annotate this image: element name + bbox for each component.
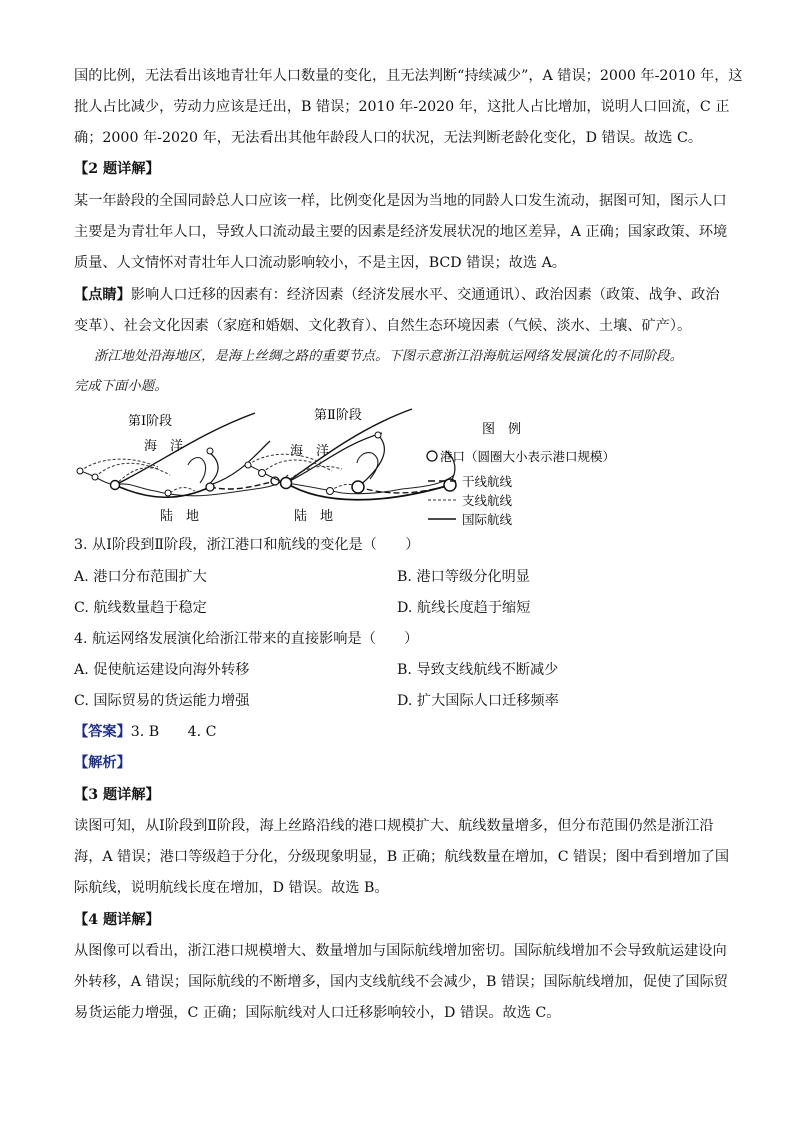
text-line: 某一年龄段的全国同龄总人口应该一样，比例变化是因为当地的同龄人口发生流动，据图可知，图示人口	[74, 193, 727, 209]
text-line: 国的比例，无法看出该地青壮年人口数量的变化，且无法判断“持续减少”，A 错误；2000 年-2010 年，这	[74, 68, 743, 84]
question-3-option-c: C. 航线数量趋于稳定	[74, 600, 207, 616]
tip-text: 影响人口迁移的因素有：经济因素（经济发展水平、交通通讯）、政治因素（政策、战争、政治	[130, 287, 720, 303]
port-marker	[92, 474, 98, 480]
port-marker	[259, 470, 266, 477]
port-marker	[352, 481, 364, 493]
question-intro: 浙江地处沿海地区，是海上丝绸之路的重要节点。下图示意浙江沿海航运网络发展演化的不同阶段。	[94, 349, 684, 364]
ocean-label: 海 洋	[144, 439, 184, 454]
legend-branch-label: 支线航线	[462, 493, 513, 508]
ocean-label: 海 洋	[290, 444, 330, 459]
analysis-label: 【解析】	[74, 755, 131, 771]
port-marker	[375, 432, 381, 438]
text-line: 批人占比减少，劳动力应该是迁出，B 错误；2010 年-2020 年，这批人占比增加，说明人口回流，C 正	[74, 99, 730, 115]
tip-label: 【点睛】	[74, 287, 131, 303]
port-marker	[327, 488, 334, 495]
text-line: 易货运能力增强，C 正确；国际航线对人口迁移影响较小，D 错误。故选 C。	[74, 1005, 561, 1021]
legend-international-label: 国际航线	[462, 512, 513, 527]
legend-title: 图 例	[482, 422, 522, 437]
question-4-option-b: B. 导致支线航线不断减少	[397, 662, 559, 678]
text-line: 读图可知，从Ⅰ阶段到Ⅱ阶段，海上丝路沿线的港口规模扩大、航线数量增多，但分布范围仍然是浙江沿	[74, 818, 714, 834]
port-marker	[245, 462, 251, 468]
question-3-stem: 3. 从Ⅰ阶段到Ⅱ阶段，浙江港口和航线的变化是（ ）	[74, 537, 420, 553]
stage-1-title: 第Ⅰ阶段	[128, 414, 173, 429]
tip-paragraph	[74, 285, 720, 305]
text-line: 主要是为青壮年人口，导致人口流动最主要的因素是经济发展状况的地区差异，A 正确；国家政策、环境	[74, 224, 728, 240]
text-line: 海，A 错误；港口等级趋于分化，分级现象明显，B 正确；航线数量在增加，C 错误；图中看到增加了国	[74, 849, 730, 865]
branch-route	[286, 466, 342, 483]
text-line: 确；2000 年-2020 年，无法看出其他年龄段人口的状况，无法判断老龄化变化，D 错误。故选 C。	[74, 130, 703, 146]
question-4-option-c: C. 国际贸易的货运能力增强	[74, 693, 250, 709]
branch-route	[80, 459, 158, 471]
question-3-option-b: B. 港口等级分化明显	[397, 569, 530, 585]
question-4-option-a: A. 促使航运建设向海外转移	[74, 662, 250, 678]
international-route	[210, 441, 270, 485]
text-line: 变革）、社会文化因素（家庭和婚姻、文化教育）、自然生态环境因素（气候、淡水、土壤、矿产）。	[74, 318, 692, 334]
port-legend-icon	[427, 451, 437, 461]
legend-port-label: 港口（圆圈大小表示港口规模）	[440, 449, 616, 464]
answer-line	[74, 722, 217, 742]
coastline	[188, 458, 206, 483]
branch-route	[95, 463, 170, 477]
branch-route	[170, 488, 195, 494]
land-label: 陆 地	[294, 509, 334, 524]
international-route	[358, 435, 384, 487]
legend-trunk-label: 干线航线	[462, 474, 513, 489]
port-marker	[77, 468, 83, 474]
question-3-option-a: A. 港口分布范围扩大	[74, 569, 207, 585]
question-intro: 完成下面小题。	[74, 379, 168, 394]
text-line: 从图像可以看出，浙江港口规模增大、数量增加与国际航线增加密切。国际航线增加不会导致航运建设向	[74, 943, 727, 959]
text-line: 外转移，A 错误；国际航线的不断增多，国内支线航线不会减少，B 错误；国际航线增加，促使了国际贸	[74, 974, 728, 990]
answer-label: 【答案】	[74, 724, 131, 740]
port-marker	[165, 490, 171, 496]
text-line: 际航线，说明航线长度在增加，D 错误。故选 B。	[74, 880, 389, 896]
figure-legend	[427, 422, 615, 527]
section-heading-q4: 【4 题详解】	[74, 912, 160, 928]
international-route	[208, 453, 218, 485]
port-marker	[207, 448, 213, 454]
branch-route	[115, 468, 160, 485]
port-marker	[111, 481, 120, 490]
stage-2-diagram	[245, 408, 456, 524]
port-marker	[206, 483, 214, 491]
answer-value: 3. B 4. C	[130, 724, 217, 740]
port-marker	[281, 478, 292, 489]
text-line: 质量、人文情怀对青壮年人口流动影响较小，不是主因，BCD 错误；故选 A。	[74, 255, 566, 271]
question-4-option-d: D. 扩大国际人口迁移频率	[397, 693, 559, 709]
section-heading-q2: 【2 题详解】	[74, 161, 160, 177]
question-4-stem: 4. 航运网络发展演化给浙江带来的直接影响是（ ）	[74, 631, 419, 647]
coastline	[357, 453, 378, 479]
section-heading-q3: 【3 题详解】	[74, 787, 160, 803]
land-label: 陆 地	[160, 509, 200, 524]
question-3-option-d: D. 航线长度趋于缩短	[397, 600, 531, 616]
stage-2-title: 第Ⅱ阶段	[314, 408, 362, 423]
shipping-network-figure	[70, 405, 630, 530]
